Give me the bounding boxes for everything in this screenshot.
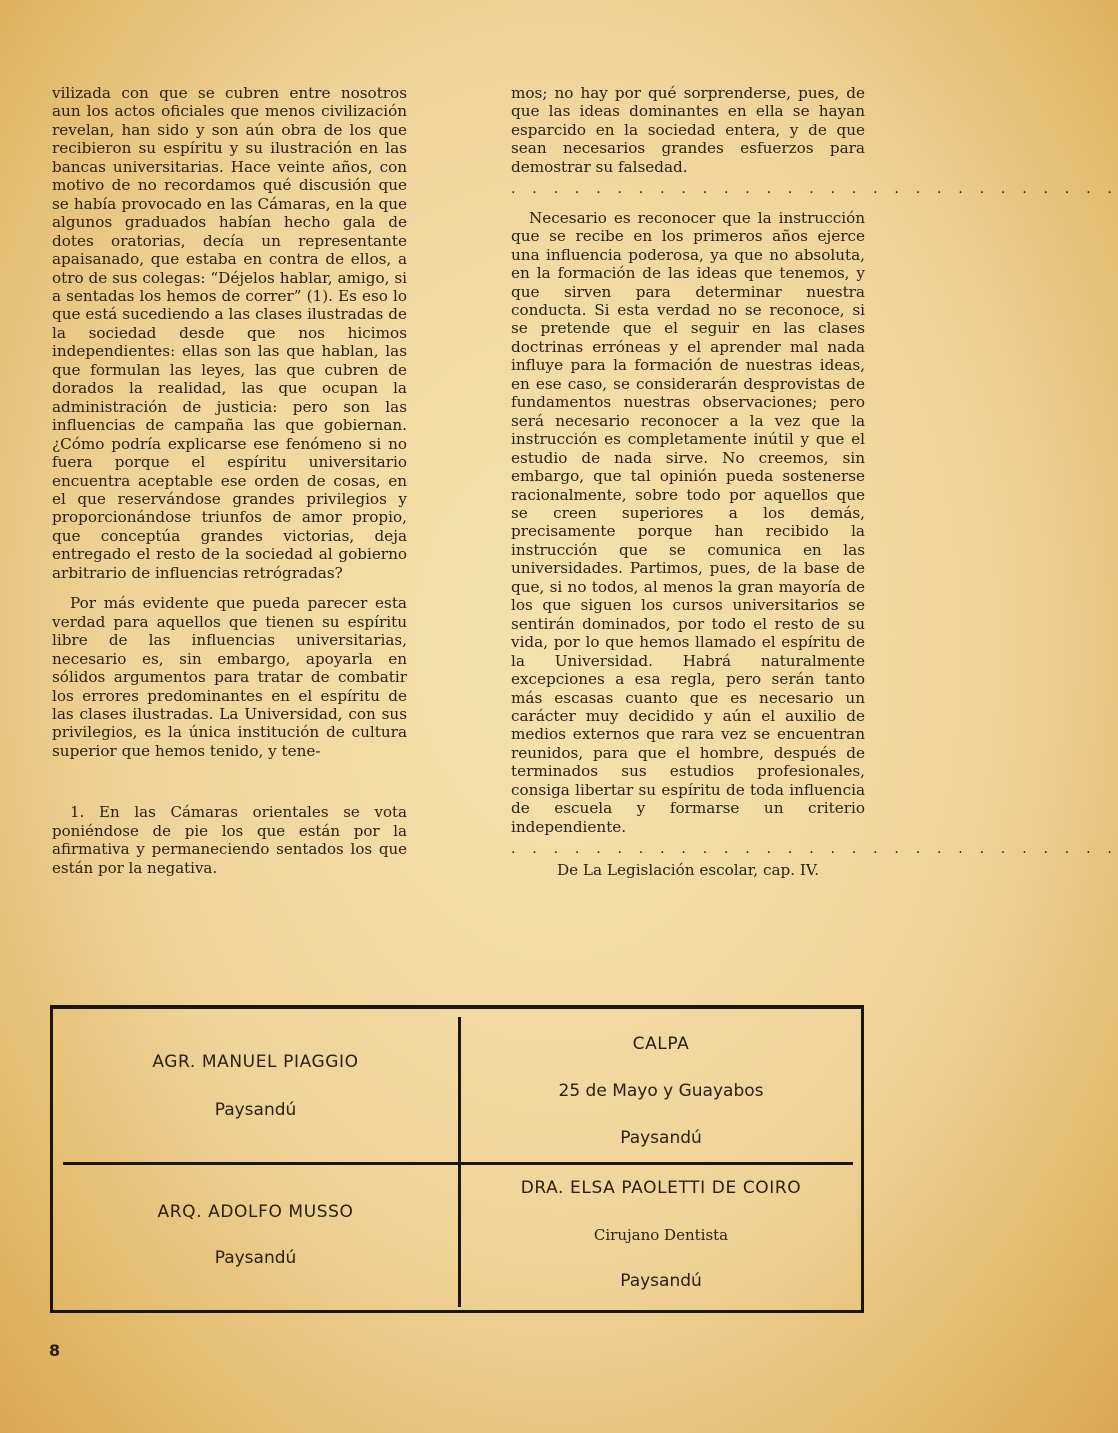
ad-elsa-paoletti: [461, 1165, 861, 1313]
ad-profession: Cirujano Dentista: [593, 1226, 729, 1244]
left-paragraph-2: Por más evidente que pueda parecer esta verdad para aquellos que tienen su espíritu libre de las influencias universitarias, necesario es, sin embargo, apoyarla en sólidos argumentos para tratar de combatir los errores predominantes en el espíritu de las clases ilustradas. La Universidad, con sus privilegios, es la única institución de cultura superior que hemos tenido, y tene-: [52, 594, 407, 760]
ad-city: Paysandú: [620, 1128, 702, 1148]
ad-city: Paysandú: [214, 1248, 297, 1268]
ad-city: Paysandú: [214, 1100, 297, 1120]
ad-manuel-piaggio: [53, 1009, 458, 1159]
ad-calpa: [461, 1009, 861, 1159]
right-paragraph-1: mos; no hay por qué sorprenderse, pues, de que las ideas dominantes en ella se hayan esparcido en la sociedad entera, y de que sean necesarios grandes esfuerzos para demostrar su falsedad.: [511, 84, 865, 176]
page-number: 8: [49, 1341, 61, 1360]
ad-address: 25 de Mayo y Guayabos: [558, 1081, 764, 1101]
ad-name: AGR. MANUEL PIAGGIO: [152, 1052, 359, 1072]
ellipsis-divider-2: . . . . . . . . . . . . . . . . . . . . . . . . . . . . .: [511, 841, 1118, 858]
ad-name: CALPA: [632, 1034, 690, 1054]
ad-adolfo-musso: [53, 1165, 458, 1313]
ellipsis-divider: . . . . . . . . . . . . . . . . . . . . . . . . . . . . .: [511, 181, 1118, 198]
advertisement-box: [50, 1005, 864, 1313]
left-paragraph-1: vilizada con que se cubren entre nosotros aun los actos oficiales que menos civilización revelan, han sido y son aún obra de los que recibieron su espíritu y su ilustración en las bancas universitarias. Hace veinte años, con motivo de no recordamos qué discusión que se había provocado en las Cámaras, en la que algunos graduados habían hecho gala de dotes oratorias, decía un representante apaisanado, que estaba en contra de ellos, a otro de sus colegas: “Déjelos hablar, amigo, si a sentadas los hemos de correr” (1). Es eso lo que está sucediendo a las clases ilustradas de la sociedad desde que nos hicimos independientes: ellas son las que hablan, las que formulan las leyes, las que cubren de dorados la realidad, las que ocupan la administración de justicia: pero son las influencias de campaña las que gobiernan. ¿Cómo podría explicarse ese fenómeno si no fuera porque el espíritu universitario encuentra aceptable ese orden de cosas, en el que reservándose grandes privilegios y proporcionándose triunfos de amor propio, que conceptúa grandes victorias, deja entregado el resto de la sociedad al gobierno arbitrario de influencias retrógradas?: [52, 84, 407, 582]
ad-city: Paysandú: [620, 1271, 702, 1291]
footnote: 1. En las Cámaras orientales se vota poniéndose de pie los que están por la afirmativa y permaneciendo sentados los que están por la negativa.: [52, 803, 407, 877]
right-paragraph-2: Necesario es reconocer que la instrucción que se recibe en los primeros años ejerce una influencia poderosa, ya que no absoluta, en la formación de las ideas que tenemos, y que sirven para determinar nuestra conducta. Si esta verdad no se reconoce, si se pretende que el seguir en las clases doctrinas erróneas y el aprender mal nada influye para la formación de nuestras ideas, en ese caso, se considerarán desprovistas de fundamentos nuestras observaciones; pero será necesario reconocer a la vez que la instrucción es completamente inútil y que el estudio de nada sirve. No creemos, sin embargo, que tal opinión pueda sostenerse racionalmente, sobre todo por aquellos que se creen superiores a los demás, precisamente porque han recibido la instrucción que se comunica en las universidades. Partimos, pues, de la base de que, si no todos, al menos la gran mayoría de los que siguen los cursos universitarios se sentirán dominados, por todo el resto de su vida, por lo que hemos llamado el espíritu de la Universidad. Habrá naturalmente excepciones a esa regla, pero serán tanto más escasas cuanto que es necesario un carácter muy decidido y aún el auxilio de medios externos que rara vez se encuentran reunidos, para que el hombre, después de terminados sus estudios profesionales, consiga libertar su espíritu de toda influencia de escuela y formarse un criterio independiente.: [511, 208, 865, 836]
source-citation: De La Legislación escolar, cap. IV.: [556, 860, 820, 879]
ad-name: ARQ. ADOLFO MUSSO: [157, 1202, 354, 1222]
ad-name: DRA. ELSA PAOLETTI DE COIRO: [520, 1178, 802, 1198]
right-column: [511, 84, 1118, 879]
left-column: [52, 84, 407, 877]
